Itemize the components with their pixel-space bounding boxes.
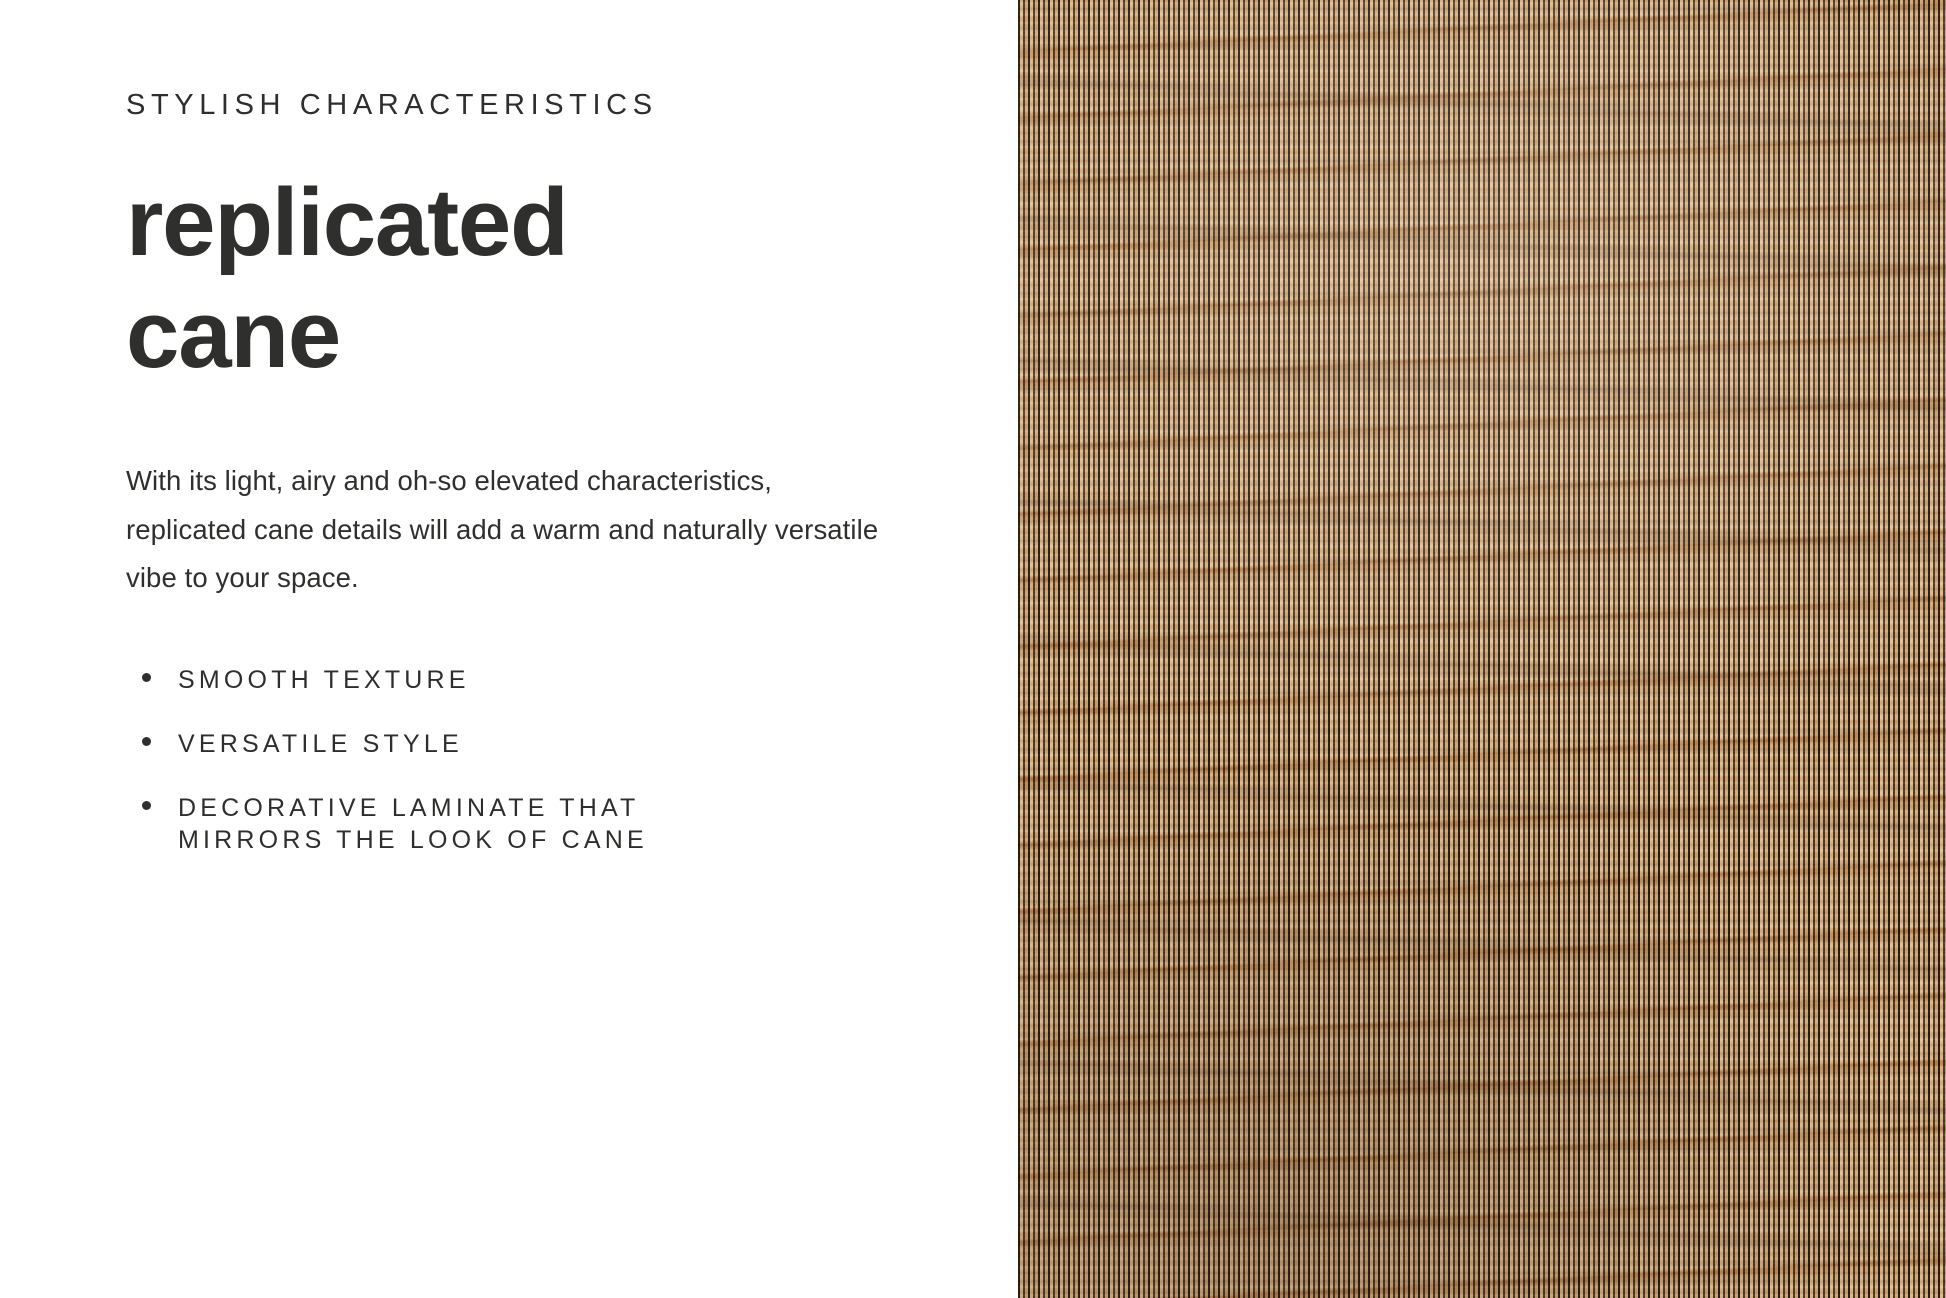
cane-weave-texture xyxy=(1018,0,1946,1298)
eyebrow-label: STYLISH CHARACTERISTICS xyxy=(126,89,658,121)
list-item-text xyxy=(178,664,878,696)
cane-image-panel xyxy=(1018,0,1946,1298)
bullet-icon xyxy=(142,801,151,810)
list-item-line-1: SMOOTH TEXTURE xyxy=(178,665,470,694)
bullet-icon xyxy=(142,737,151,746)
list-item-line-1: VERSATILE STYLE xyxy=(178,729,463,758)
list-item xyxy=(126,664,878,696)
feature-list xyxy=(126,602,1018,856)
list-item-line-1: DECORATIVE LAMINATE THAT xyxy=(178,793,640,822)
list-item xyxy=(126,792,878,856)
list-item-text xyxy=(178,728,878,760)
body-paragraph: With its light, airy and oh-so elevated characteristics, replicated cane details will add a warm and naturally versatile vibe to your space. xyxy=(126,465,879,593)
list-item xyxy=(126,728,878,760)
bullet-icon xyxy=(142,673,151,682)
list-item-line-2: MIRRORS THE LOOK OF CANE xyxy=(178,825,648,854)
list-item-text xyxy=(178,792,878,856)
page-title: replicated cane xyxy=(126,168,568,389)
